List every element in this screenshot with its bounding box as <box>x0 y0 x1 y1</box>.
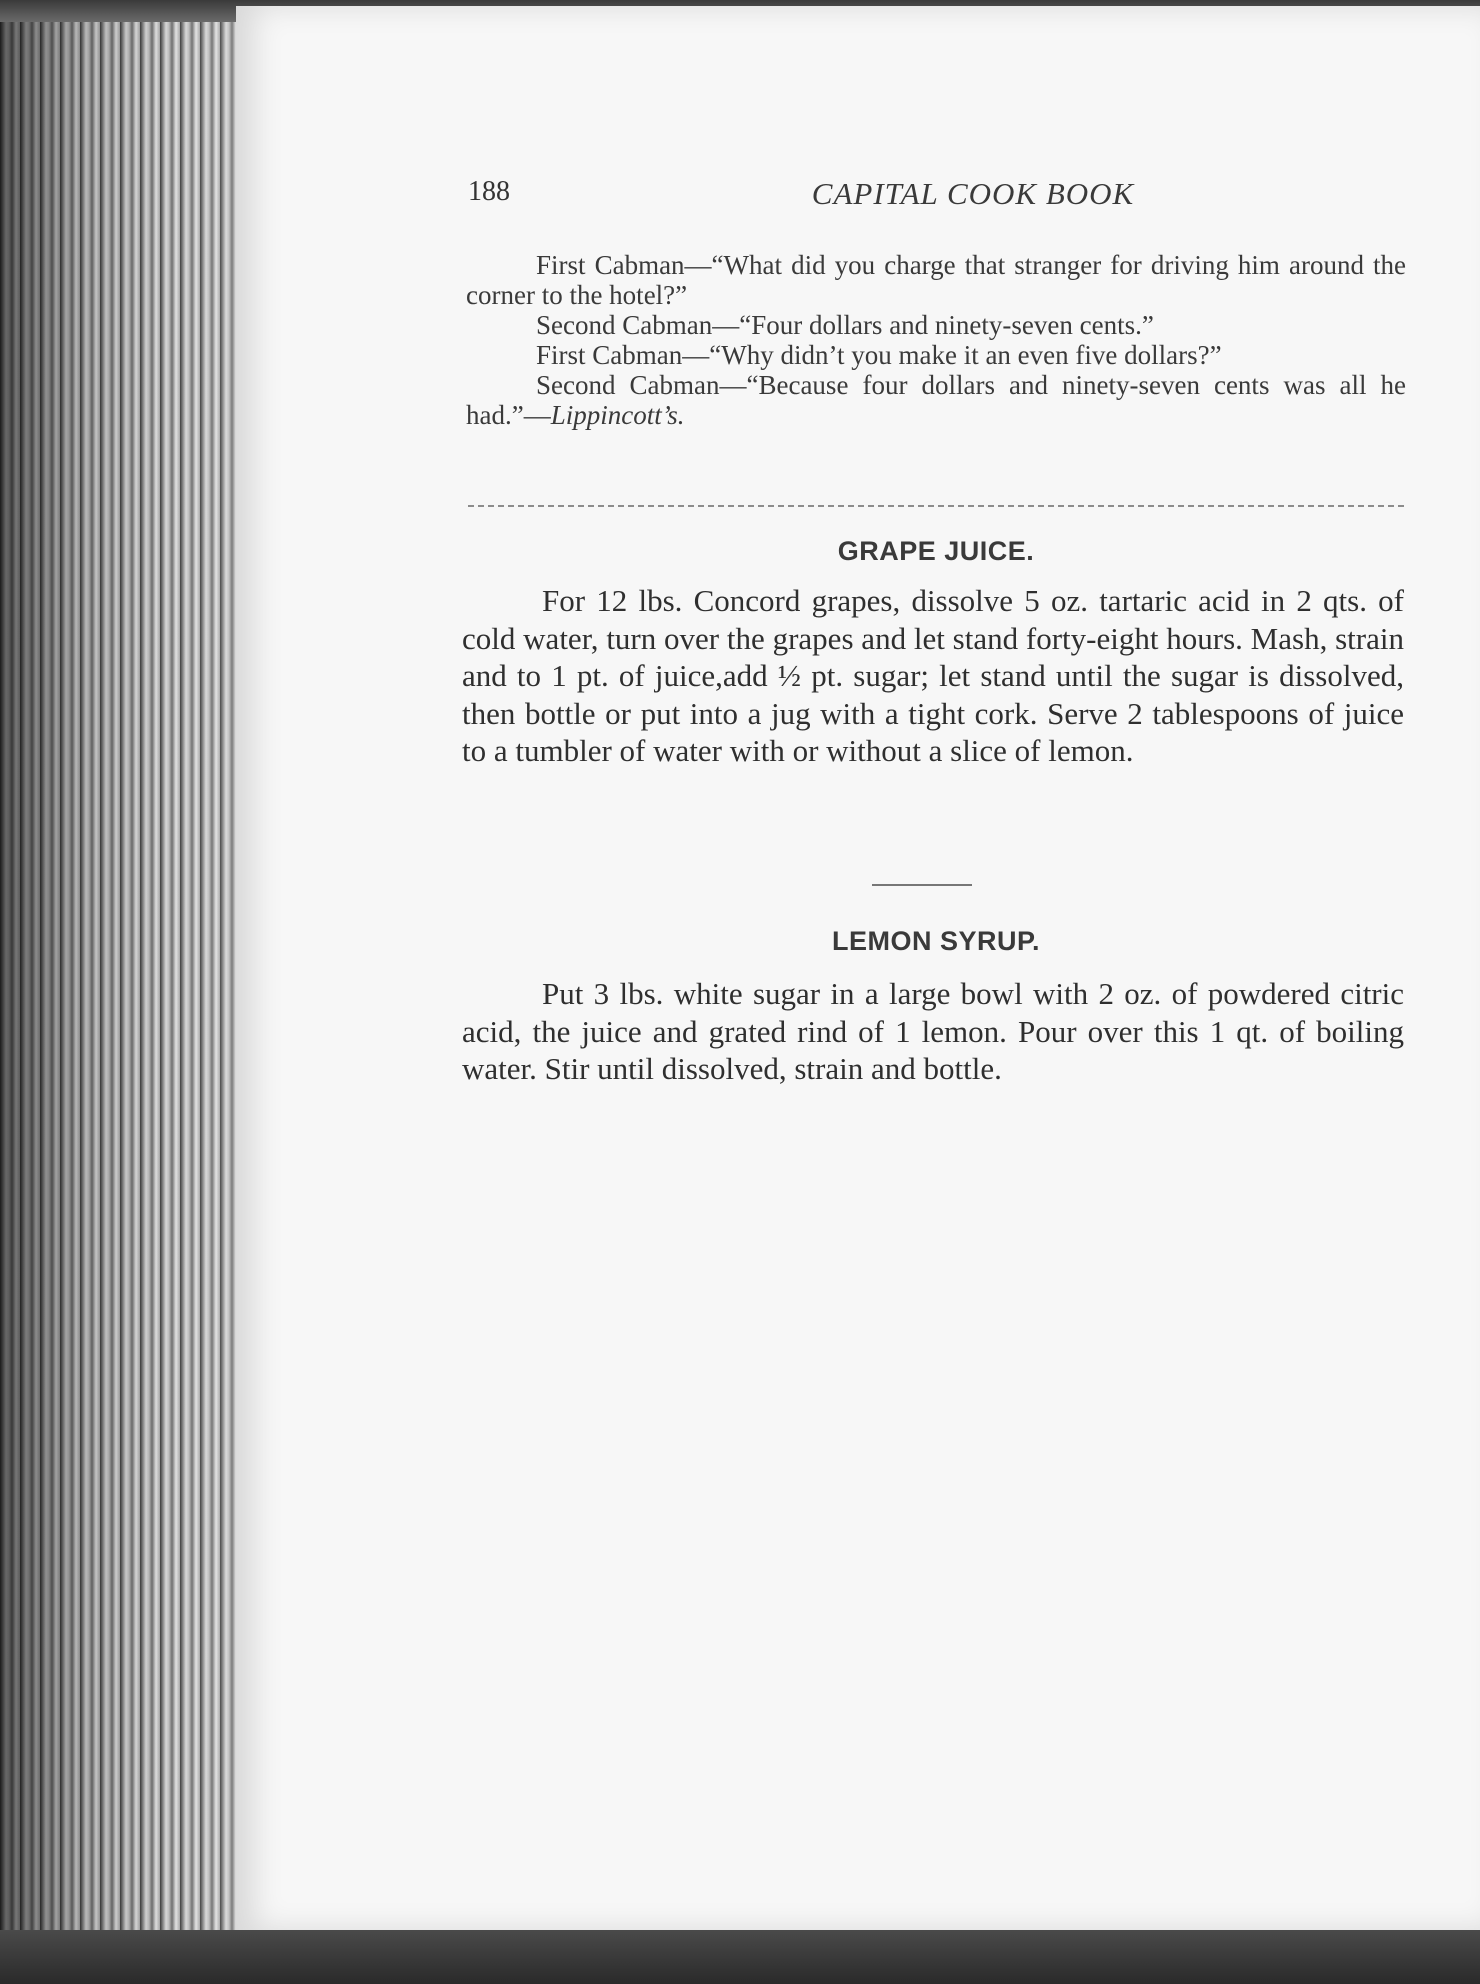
anecdote-line: Second Cabman—“Four dollars and ninety-seven cents.” <box>536 310 1154 340</box>
section-divider <box>468 505 1404 507</box>
anecdote-line-final <box>466 370 1406 430</box>
running-head <box>468 176 1408 216</box>
recipe-paragraph: For 12 lbs. Concord grapes, dissolve 5 oz. tartaric acid in 2 qts. of cold water, turn over the grapes and let stand forty-eight hours. Mash, strain and to 1 pt. of juice,add ½ pt. sugar; let stand until the sugar is dissolved, then bottle or put into a jug with a tight cork. Serve 2 tablespoons of juice to a tumbler of water with or without a slice of lemon. <box>462 583 1404 768</box>
book-bottom-edge <box>0 1930 1480 1984</box>
anecdote-line: First Cabman—“What did you charge that stranger for driving him around the corner to the hotel?” <box>466 250 1406 310</box>
anecdote-line: First Cabman—“Why didn’t you make it an even five dollars?” <box>536 340 1222 370</box>
anecdote-line: Second Cabman—“Because four dollars and ninety-seven cents was all he had.”— <box>466 370 1406 430</box>
recipe-title-lemon-syrup: LEMON SYRUP. <box>831 926 1041 956</box>
anecdote-source: Lippincott’s. <box>550 400 685 430</box>
recipe-separator <box>872 884 972 886</box>
recipe-body-lemon-syrup <box>462 975 1404 1088</box>
page-number: 188 <box>468 176 510 207</box>
recipe-title-grape-juice: GRAPE JUICE. <box>837 536 1035 566</box>
recipe-body-grape-juice <box>462 582 1404 770</box>
recipe-paragraph: Put 3 lbs. white sugar in a large bowl with 2 oz. of powdered citric acid, the juice and grated rind of 1 lemon. Pour over this 1 qt. of boiling water. Stir until dissolved, strain and bottle. <box>462 976 1404 1086</box>
running-title: CAPITAL COOK BOOK <box>811 176 1135 211</box>
anecdote <box>466 250 1406 430</box>
